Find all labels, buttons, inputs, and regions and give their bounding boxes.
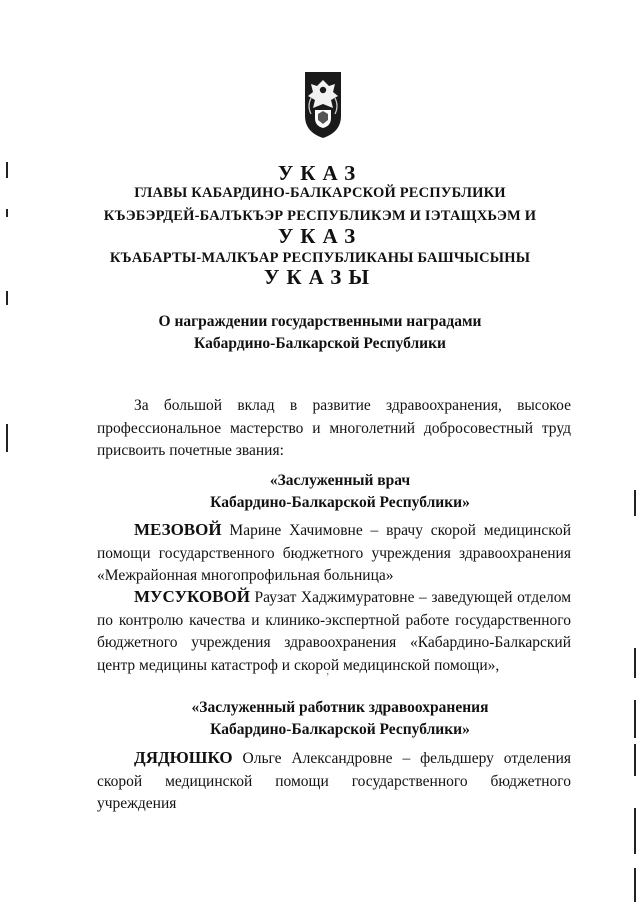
recipient-text: Раузат Хаджимуратовне – заведующей отделом по контролю качества и клинико-экспертной работе государственного бюджетного учреждения здравоохранения «Кабардино-Балкарский центр медицины катастроф и скорой медицинской помощи», bbox=[97, 589, 572, 674]
scan-mark-left bbox=[6, 209, 8, 217]
coat-of-arms-emblem bbox=[303, 70, 343, 140]
recipient-text: Ольге Александровне – фельдшеру отделения скорой медицинской помощи государственного бюджетного учреждения bbox=[97, 750, 571, 812]
scan-mark-left bbox=[6, 424, 8, 452]
scan-mark-left bbox=[6, 162, 8, 178]
award2-title-line1: «Заслуженный работник здравоохранения bbox=[191, 699, 489, 716]
header-ukaz-ru: УКАЗ bbox=[277, 161, 363, 185]
header-title-balk: КЪАБАРТЫ-МАЛКЪАР РЕСПУБЛИКАНЫ БАШЧЫСЫНЫ bbox=[109, 250, 531, 266]
award1-title-line1: «Заслуженный врач bbox=[269, 472, 411, 489]
recipient-surname: ДЯДЮШКО bbox=[134, 748, 233, 767]
recipient-text: Марине Хачимовне – врачу скорой медицинской помощи государственного бюджетного учреждения здравоохранения «Межрайонная многопрофильная больница» bbox=[97, 522, 571, 584]
decree-title-line1: О награждении государственными наградами bbox=[158, 313, 482, 330]
scan-mark-right bbox=[634, 648, 636, 678]
scan-speck: ʼ bbox=[326, 672, 330, 683]
header-title-kab: КЪЭБЭРДЕЙ-БАЛЪКЪЭР РЕСПУБЛИКЭМ И ІЭТАЩХЬЭМ И bbox=[103, 208, 537, 224]
header-title-ru: ГЛАВЫ КАБАРДИНО-БАЛКАРСКОЙ РЕСПУБЛИКИ bbox=[134, 185, 506, 201]
scan-mark-right bbox=[634, 808, 636, 854]
scan-mark-right bbox=[634, 868, 636, 902]
scan-mark-right bbox=[634, 744, 636, 776]
award1-recipient-1 bbox=[97, 519, 571, 588]
award1-recipient-2 bbox=[97, 586, 571, 677]
scan-mark-right bbox=[634, 700, 636, 738]
award2-title bbox=[0, 697, 640, 741]
award1-title-line2: Кабардино-Балкарской Республики» bbox=[210, 494, 470, 511]
header-ukaz-balk: УКАЗЫ bbox=[264, 265, 376, 289]
award1-title bbox=[0, 470, 640, 514]
award2-title-line2: Кабардино-Балкарской Республики» bbox=[210, 721, 470, 738]
decree-title bbox=[0, 311, 640, 355]
scan-mark-left bbox=[6, 291, 8, 305]
recipient-surname: МЕЗОВОЙ bbox=[134, 520, 222, 539]
header-ukaz-kab: УКАЗ bbox=[277, 224, 363, 248]
scan-mark-right bbox=[634, 490, 636, 516]
award2-recipient-1 bbox=[97, 747, 571, 816]
recipient-surname: МУСУКОВОЙ bbox=[134, 587, 250, 606]
decree-intro: За большой вклад в развитие здравоохранения, высокое профессиональное мастерство и многолетний добросовестный труд присвоить почетные звания: bbox=[97, 397, 571, 459]
decree-title-line2: Кабардино-Балкарской Республики bbox=[194, 335, 446, 352]
